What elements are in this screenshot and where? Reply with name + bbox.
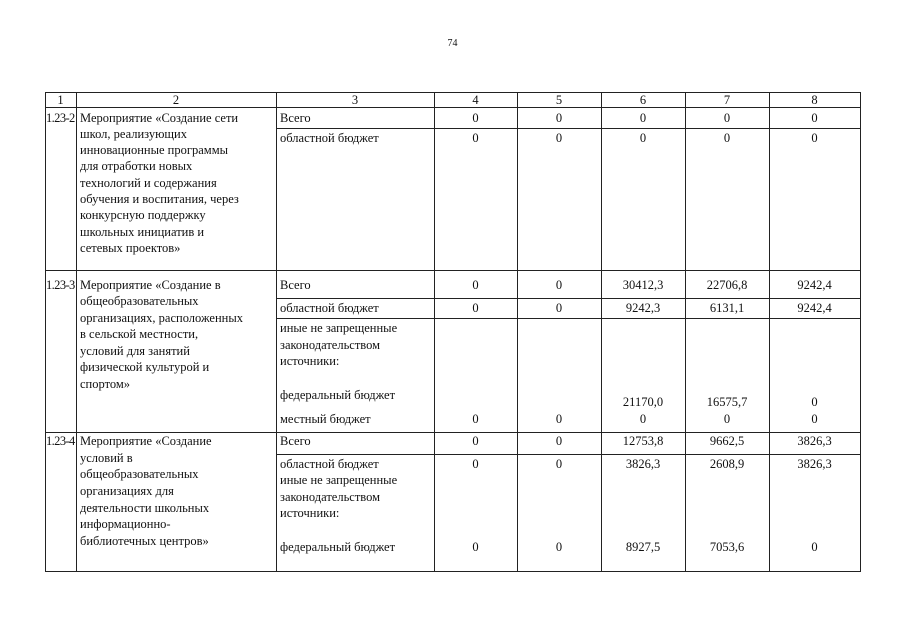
value-cell: 0 <box>555 434 563 448</box>
row-divider <box>276 454 861 455</box>
value-cell: 0 <box>723 412 731 426</box>
description-line: инновационные программы <box>80 143 229 157</box>
funding-source-label: иные не запрещенные <box>280 473 398 487</box>
value-cell: 22706,8 <box>706 278 748 292</box>
value-cell: 0 <box>472 412 479 426</box>
page-number: 74 <box>447 38 458 49</box>
value-cell: 0 <box>811 540 818 554</box>
description-line: школьных инициатив и <box>80 225 205 239</box>
funding-source-label: иные не запрещенные <box>280 321 398 335</box>
value-cell: 7053,6 <box>709 540 745 554</box>
description-line: библиотечных центров» <box>80 534 209 548</box>
value-cell: 0 <box>555 457 563 471</box>
description-line: организациях, расположенных <box>80 311 244 325</box>
value-cell: 0 <box>472 457 479 471</box>
header-cell: 3 <box>351 93 359 107</box>
value-cell: 0 <box>555 540 563 554</box>
value-cell: 0 <box>472 111 479 125</box>
value-cell: 0 <box>555 111 563 125</box>
funding-source-label: местный бюджет <box>280 412 371 426</box>
value-cell: 16575,7 <box>706 395 748 409</box>
value-cell: 12753,8 <box>622 434 664 448</box>
description-line: Мероприятие «Создание <box>80 434 212 448</box>
funding-source-label: законодательством <box>280 338 381 352</box>
description-line: школ, реализующих <box>80 127 188 141</box>
row-divider <box>45 270 861 271</box>
value-cell: 0 <box>639 412 647 426</box>
row-divider <box>276 298 861 299</box>
value-cell: 0 <box>555 301 563 315</box>
header-cell: 8 <box>811 93 818 107</box>
description-line: общеобразовательных <box>80 467 199 481</box>
column-divider <box>276 92 277 572</box>
description-line: для отработки новых <box>80 159 193 173</box>
value-cell: 0 <box>723 131 731 145</box>
funding-source-label: Всего <box>280 278 311 292</box>
value-cell: 0 <box>639 111 647 125</box>
value-cell: 9242,3 <box>625 301 661 315</box>
value-cell: 0 <box>811 111 818 125</box>
value-cell: 0 <box>472 278 479 292</box>
funding-source-label: федеральный бюджет <box>280 540 396 554</box>
funding-source-label: источники: <box>280 354 340 368</box>
row-id: 1.23-4 <box>46 434 75 448</box>
funding-source-label: областной бюджет <box>280 457 379 471</box>
value-cell: 0 <box>639 131 647 145</box>
value-cell: 30412,3 <box>622 278 664 292</box>
column-divider <box>434 92 435 572</box>
column-divider <box>76 92 77 572</box>
description-line: условий в <box>80 451 133 465</box>
value-cell: 9662,5 <box>709 434 745 448</box>
value-cell: 3826,3 <box>797 434 832 448</box>
funding-source-label: Всего <box>280 111 311 125</box>
column-divider <box>769 92 770 572</box>
description-line: физической культурой и <box>80 360 210 374</box>
funding-source-label: законодательством <box>280 490 381 504</box>
value-cell: 0 <box>472 131 479 145</box>
table-border-bottom <box>45 571 861 572</box>
value-cell: 8927,5 <box>625 540 661 554</box>
description-line: спортом» <box>80 377 131 391</box>
header-cell: 6 <box>639 93 647 107</box>
description-line: организациях для <box>80 484 174 498</box>
row-divider <box>276 318 861 319</box>
description-line: Мероприятие «Создание в <box>80 278 221 292</box>
header-cell: 4 <box>472 93 479 107</box>
value-cell: 2608,9 <box>709 457 745 471</box>
table-border-left <box>45 92 46 572</box>
header-cell: 2 <box>172 93 180 107</box>
funding-source-label: областной бюджет <box>280 301 379 315</box>
value-cell: 0 <box>472 540 479 554</box>
description-line: информационно- <box>80 517 171 531</box>
description-line: конкурсную поддержку <box>80 208 206 222</box>
header-cell: 5 <box>555 93 563 107</box>
value-cell: 3826,3 <box>625 457 661 471</box>
header-cell: 7 <box>723 93 731 107</box>
description-line: условий для занятий <box>80 344 190 358</box>
description-line: Мероприятие «Создание сети <box>80 111 239 125</box>
description-line: общеобразовательных <box>80 294 199 308</box>
row-id: 1.23-2 <box>46 111 75 125</box>
value-cell: 21170,0 <box>622 395 664 409</box>
value-cell: 3826,3 <box>797 457 832 471</box>
value-cell: 0 <box>472 434 479 448</box>
column-divider <box>517 92 518 572</box>
description-line: обучения и воспитания, через <box>80 192 239 206</box>
column-divider <box>685 92 686 572</box>
value-cell: 0 <box>811 395 818 409</box>
funding-source-label: областной бюджет <box>280 131 379 145</box>
header-cell: 1 <box>57 93 64 107</box>
value-cell: 9242,4 <box>797 278 832 292</box>
value-cell: 0 <box>811 131 818 145</box>
row-id: 1.23-3 <box>46 278 75 292</box>
value-cell: 0 <box>472 301 479 315</box>
description-line: сетевых проектов» <box>80 241 181 255</box>
value-cell: 0 <box>723 111 731 125</box>
value-cell: 0 <box>555 278 563 292</box>
value-cell: 0 <box>811 412 818 426</box>
table-border-right <box>860 92 861 572</box>
funding-source-label: Всего <box>280 434 311 448</box>
value-cell: 0 <box>555 131 563 145</box>
value-cell: 6131,1 <box>709 301 745 315</box>
description-line: в сельской местности, <box>80 327 199 341</box>
value-cell: 0 <box>555 412 563 426</box>
description-line: деятельности школьных <box>80 501 210 515</box>
row-divider <box>276 128 861 129</box>
value-cell: 9242,4 <box>797 301 832 315</box>
description-line: технологий и содержания <box>80 176 217 190</box>
column-divider <box>601 92 602 572</box>
funding-source-label: федеральный бюджет <box>280 388 396 402</box>
funding-source-label: источники: <box>280 506 340 520</box>
